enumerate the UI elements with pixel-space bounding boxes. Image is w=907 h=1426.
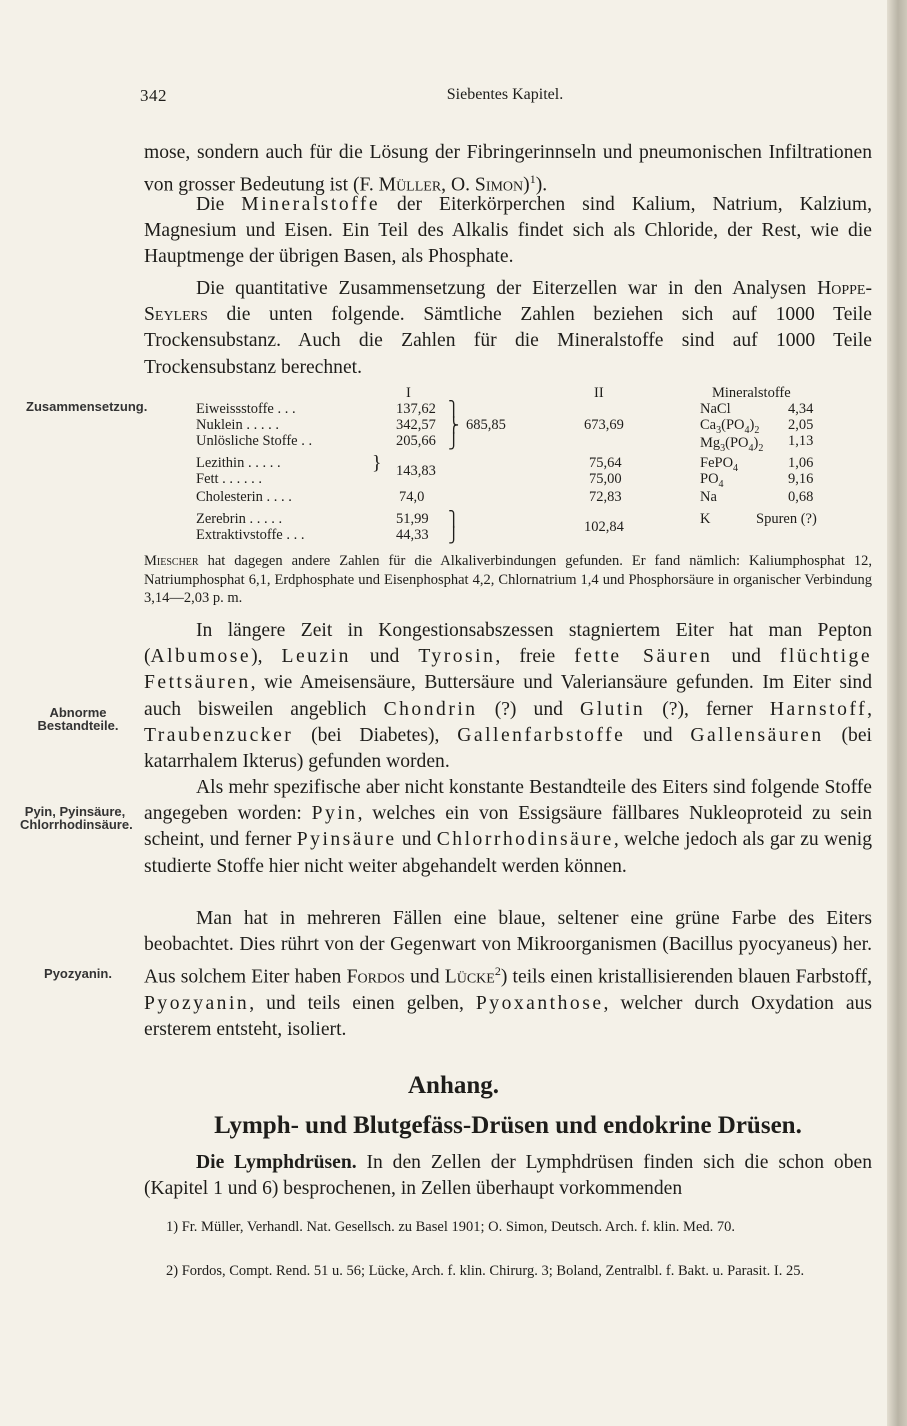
- margin-note-pyin: Pyin, Pyinsäure, Chlorrhodinsäure.: [20, 804, 133, 832]
- table-value-ii: 673,69: [584, 417, 624, 433]
- page-number: 342: [140, 86, 167, 105]
- table-header-i: I: [406, 385, 411, 401]
- mineral-name: NaCl: [700, 401, 731, 417]
- table-value-i: 74,0: [399, 489, 425, 505]
- table-value-i: 143,83: [396, 463, 436, 479]
- page-edge-shadow: [887, 0, 907, 1426]
- brace: }: [372, 452, 382, 474]
- section-heading: Lymph- und Blutgefäss-Drüsen und endokrine Drüsen.: [214, 1112, 802, 1139]
- appendix-heading: Anhang.: [407, 1072, 499, 1099]
- table-value-ii: 75,00: [589, 471, 622, 487]
- paragraph-pyin: Als mehr spezifische aber nicht konstante Bestandteile des Eiters sind folgende Stoffe angegeben worden: Pyin, welches ein von Essigsäure fällbares Nukleoproteid zu sein scheint, und ferner Pyinsäure und Chlorrhodinsäure, welche jedoch als gar zu wenig studierte Stoffe hier nicht weiter abgehandelt werden können.: [144, 777, 873, 877]
- table-value-sum: 685,85: [466, 417, 506, 433]
- mineral-value: 1,06: [788, 455, 814, 471]
- margin-note-abnorme: Abnorme Bestandteile.: [37, 705, 119, 733]
- margin-note-zusammensetzung: Zusammensetzung.: [26, 399, 148, 414]
- paragraph-lymphdruesen: Die Lymphdrüsen. In den Zellen der Lymphdrüsen finden sich die schon oben (Kapitel 1 und 6) besprochenen, in Zellen überhaupt vorkommenden: [144, 1152, 872, 1200]
- table-value-ii: 72,83: [589, 489, 622, 505]
- mineral-value: 9,16: [788, 471, 814, 487]
- table-value-i: 44,33: [396, 527, 429, 543]
- table-header-ii: II: [594, 385, 604, 401]
- mineral-value: 1,13: [788, 433, 814, 449]
- paragraph-intro: mose, sondern auch für die Lösung der Fibringerinnseln und pneumonischen Infiltrationen von grosser Bedeutung ist (F. Müller, O. Simon)$^1$).: [144, 142, 872, 196]
- mineral-value: Spuren (?): [756, 511, 817, 527]
- mineral-name: $Ca_3(PO_4)_2$: [700, 417, 760, 436]
- brace: ⎫ ⎭: [448, 512, 460, 544]
- composition-table: [144, 386, 872, 550]
- table-value-i: 137,62: [396, 401, 436, 417]
- mineral-name: $PO_4$: [700, 471, 724, 490]
- table-row-label: Lezithin . . . . .: [196, 455, 281, 471]
- table-row-label: Zerebrin . . . . .: [196, 511, 283, 527]
- paragraph-kongestion: In längere Zeit in Kongestionsabszessen stagniertem Eiter hat man Pepton (Albumose), Leuzin und Tyrosin, freie fette Säuren und flüchtige Fettsäuren, wie Ameisensäure, Buttersäure und Valeriansäure gefunden. Im Eiter sind auch bisweilen angeblich Chondrin (?) und Glutin (?), ferner Harnstoff, Traubenzucker (bei Diabetes), Gallenfarbstoffe und Gallensäuren (bei katarrhalem Ikterus) gefunden worden.: [144, 620, 873, 773]
- paragraph-quantitative: Die quantitative Zusammensetzung der Eiterzellen war in den Analysen Hoppe-Seylers die unten folgende. Sämtliche Zahlen beziehen sich auf 1000 Teile Trockensubstanz. Auch die Zahlen für die Mineralstoffe sind auf 1000 Teile Trockensubstanz berechnet.: [144, 278, 872, 378]
- table-value-ii: 75,64: [589, 455, 622, 471]
- table-value-i: 205,66: [396, 433, 436, 449]
- table-header-minerals: Mineralstoffe: [712, 385, 791, 401]
- mineral-name: $Mg_3(PO_4)_2$: [700, 435, 764, 454]
- running-header: [140, 86, 870, 110]
- table-note: Miescher hat dagegen andere Zahlen für die Alkaliverbindungen gefunden. Er fand nämlich: Kaliumphosphat 12, Natriumphosphat 6,1, Erdphosphate und Eisenphosphat 4,2, Chlornatrium 1,4 und Phosphorsäure in organischer Verbindung 3,14—2,03 p. m.: [144, 553, 872, 607]
- brace: ⎫ ⎬ ⎭: [448, 402, 460, 450]
- paragraph-pyozyanin: Man hat in mehreren Fällen eine blaue, seltener eine grüne Farbe des Eiters beobachtet. Dies rührt von der Gegenwart von Mikroorganismen (Bacillus pyocyaneus) her. Aus solchem Eiter haben Fordos und Lücke$^2$) teils einen kristallisierenden blauen Farbstoff, Pyozyanin, und teils einen gelben, Pyoxanthose, welcher durch Oxydation aus ersterem entsteht, isoliert.: [144, 908, 873, 1041]
- lymphdruesen-lead: Die Lymphdrüsen.: [196, 1152, 357, 1173]
- table-row-label: Cholesterin . . . .: [196, 489, 292, 505]
- mineral-value: 4,34: [788, 401, 814, 417]
- margin-note-pyozyanin: Pyozyanin.: [44, 966, 112, 981]
- table-row-label: Eiweissstoffe . . .: [196, 401, 296, 417]
- mineral-value: 2,05: [788, 417, 814, 433]
- table-row-label: Extraktivstoffe . . .: [196, 527, 305, 543]
- table-value-ii: 102,84: [584, 519, 624, 535]
- chapter-title: Siebentes Kapitel.: [446, 86, 564, 103]
- table-value-i: 51,99: [396, 511, 429, 527]
- table-row-label: Unlösliche Stoffe . .: [196, 433, 313, 449]
- mineral-name: Na: [700, 489, 717, 505]
- footnote-2: 2) Fordos, Compt. Rend. 51 u. 56; Lücke, Arch. f. klin. Chirurg. 3; Boland, Zentralbl. f. Bakt. u. Parasit. I. 25.: [166, 1263, 805, 1279]
- mineral-name: FePO$_4$: [700, 455, 739, 474]
- table-row-label: Nuklein . . . . .: [196, 417, 279, 433]
- mineral-name: K: [700, 511, 711, 527]
- table-row-label: Fett . . . . . .: [196, 471, 263, 487]
- mineral-value: 0,68: [788, 489, 814, 505]
- paragraph-mineralstoffe: Die Mineralstoffe der Eiterkörperchen sind Kalium, Natrium, Kalzium, Magnesium und Eisen. Ein Teil des Alkalis findet sich als Chloride, der Rest, wie die Hauptmenge der übrigen Basen, als Phosphate.: [144, 194, 872, 268]
- table-value-i: 342,57: [396, 417, 436, 433]
- footnote-1: 1) Fr. Müller, Verhandl. Nat. Gesellsch. zu Basel 1901; O. Simon, Deutsch. Arch. f. klin. Med. 70.: [166, 1219, 736, 1235]
